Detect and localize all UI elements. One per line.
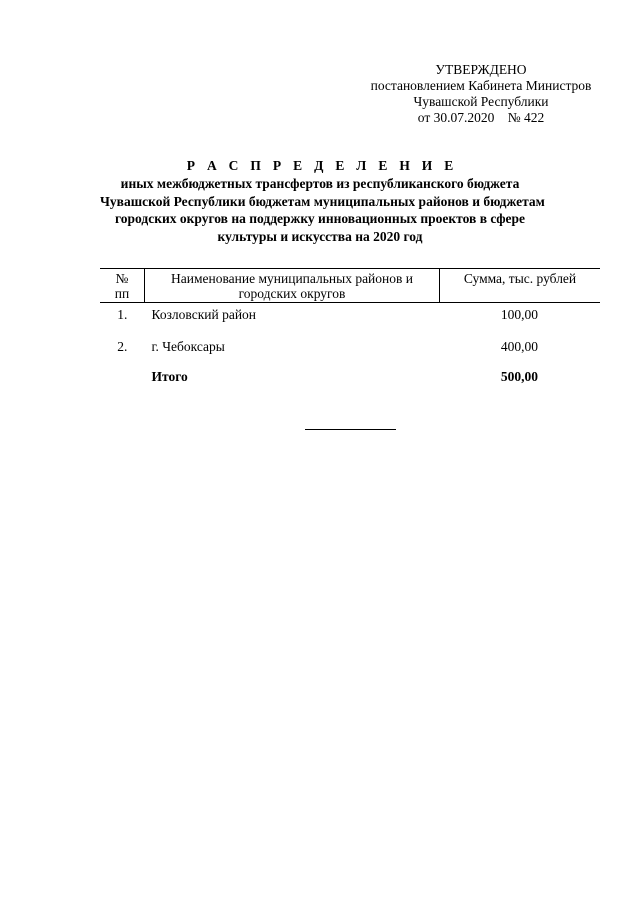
subtitle-line: городских округов на поддержку инновационных проектов в сфере: [114, 211, 526, 226]
approval-title: УТВЕРЖДЕНО: [435, 62, 527, 77]
total-number: [100, 367, 145, 384]
header-number: [100, 269, 145, 303]
header-sum: Сумма, тыс. рублей: [440, 269, 601, 303]
approval-republic: Чувашской Республики: [413, 94, 549, 109]
total-row: [100, 367, 600, 384]
document-title: Р А С П Р Е Д Е Л Е Н И Е: [186, 158, 458, 173]
approval-number: № 422: [507, 110, 545, 125]
row-sum: 100,00: [500, 307, 538, 322]
approval-decree: постановлением Кабинета Министров: [370, 78, 592, 93]
header-name-line: городских округов: [238, 286, 346, 301]
row-name: Козловский район: [151, 307, 257, 322]
row-sum: 400,00: [500, 339, 538, 354]
end-rule: [305, 429, 396, 430]
total-sum: 500,00: [500, 369, 538, 384]
header-number-line: №: [115, 271, 129, 286]
document-heading: [100, 157, 545, 245]
row-number: 1.: [117, 307, 128, 322]
subtitle-line: Чувашской Республики бюджетам муниципальных районов и бюджетам: [100, 193, 545, 209]
row-name: г. Чебоксары: [151, 339, 225, 354]
table-row: [100, 303, 600, 336]
total-label: Итого: [151, 369, 188, 384]
table-row: [100, 335, 600, 367]
header-name-line: Наименование муниципальных районов и: [171, 271, 413, 286]
subtitle-line: иных межбюджетных трансфертов из республиканского бюджета: [120, 176, 520, 191]
document-subtitle: [100, 175, 545, 245]
approval-stamp: [362, 62, 600, 126]
subtitle-line: культуры и искусства на 2020 год: [217, 228, 423, 244]
table-header-row: [100, 269, 600, 303]
approval-date-line: [362, 110, 600, 126]
row-number: 2.: [117, 339, 128, 354]
distribution-table: [100, 268, 600, 384]
header-name: [145, 269, 440, 303]
approval-date: от 30.07.2020: [417, 110, 495, 125]
header-number-line: пп: [114, 286, 130, 301]
